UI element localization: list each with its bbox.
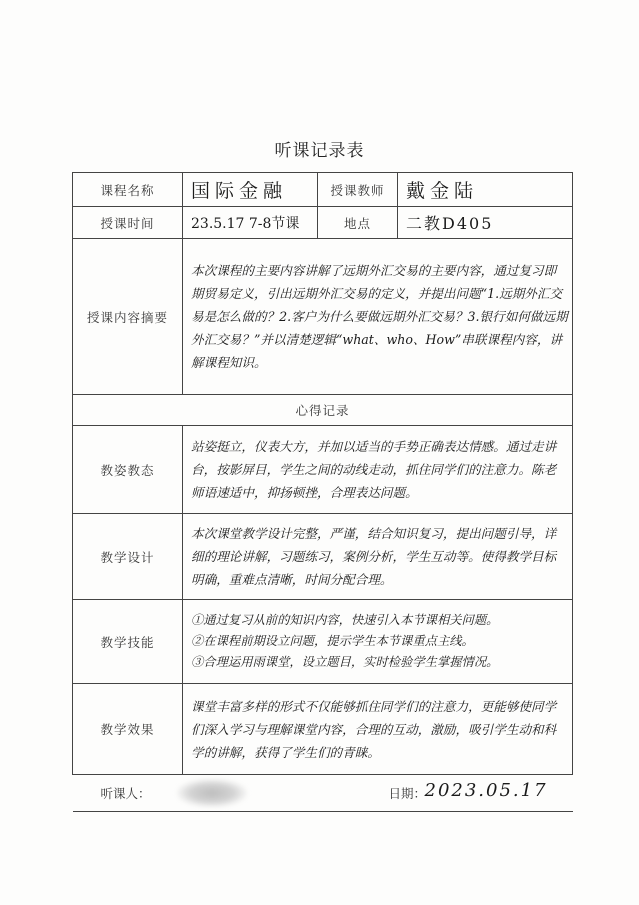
row-time (73, 207, 573, 239)
teacher-value: 戴金陆 (398, 173, 573, 207)
location-label: 地点 (318, 207, 398, 239)
section-heading: 心得记录 (73, 395, 573, 426)
course-name-value: 国际金融 (183, 173, 318, 207)
summary-value: 本次课程的主要内容讲解了远期外汇交易的主要内容，通过复习即期贸易定义，引出远期外汇交易的定义，并提出问题“1.远期外汇交易是怎么做的？2.客户为什么要做远期外汇交易？3.银行如何做远期外汇交易？”并以清楚逻辑“what、who、How”串联课程内容，讲解课程知识。 (183, 239, 573, 395)
skills-label: 教学技能 (73, 600, 183, 684)
row-effect (73, 684, 573, 775)
row-summary (73, 239, 573, 395)
demeanor-value: 站姿挺立，仪表大方，并加以适当的手势正确表达情感。通过走讲台，按影屏目，学生之间的动线走动，抓住同学们的注意力。陈老师语速适中，抑扬顿挫，合理表达问题。 (183, 426, 573, 514)
time-value: 23.5.17 7-8节课 (183, 207, 318, 239)
teacher-label: 授课教师 (318, 173, 398, 207)
time-label: 授课时间 (73, 207, 183, 239)
footer-cell (73, 775, 573, 812)
location-value: 二教D405 (398, 207, 573, 239)
effect-value: 课堂丰富多样的形式不仅能够抓住同学们的注意力，更能够使同学们深入学习与理解课堂内容，合理的互动，激励，吸引学生动和科学的讲解，获得了学生们的青睐。 (183, 684, 573, 775)
design-label: 教学设计 (73, 514, 183, 600)
effect-label: 教学效果 (73, 684, 183, 775)
course-name-label: 课程名称 (73, 173, 183, 207)
skills-value (183, 600, 573, 684)
skill-item-2: ②在课程前期设立问题，提示学生本节课重点主线。 (191, 634, 474, 648)
listener-label: 听课人： (100, 786, 151, 801)
row-course (73, 173, 573, 207)
row-footer (73, 775, 573, 812)
demeanor-label: 教姿教态 (73, 426, 183, 514)
skill-item-3: ③合理运用雨课堂，设立题目，实时检验学生掌握情况。 (191, 655, 499, 669)
row-section-heading (73, 395, 573, 426)
date-value: 2023.05.17 (424, 780, 548, 801)
form-title: 听课记录表 (274, 141, 365, 161)
skill-item-1: ①通过复习从前的知识内容，快速引入本节课相关问题。 (191, 613, 499, 627)
date-label: 日期： (388, 786, 427, 801)
redacted-signature (177, 779, 247, 807)
row-demeanor (73, 426, 573, 514)
row-skills (73, 600, 573, 684)
design-value: 本次课堂教学设计完整，严谨，结合知识复习，提出问题引导，详细的理论讲解，习题练习，案例分析，学生互动等。使得教学目标明确，重难点清晰，时间分配合理。 (183, 514, 573, 600)
row-design (73, 514, 573, 600)
summary-label: 授课内容摘要 (73, 239, 183, 395)
lesson-record-table (72, 172, 573, 812)
